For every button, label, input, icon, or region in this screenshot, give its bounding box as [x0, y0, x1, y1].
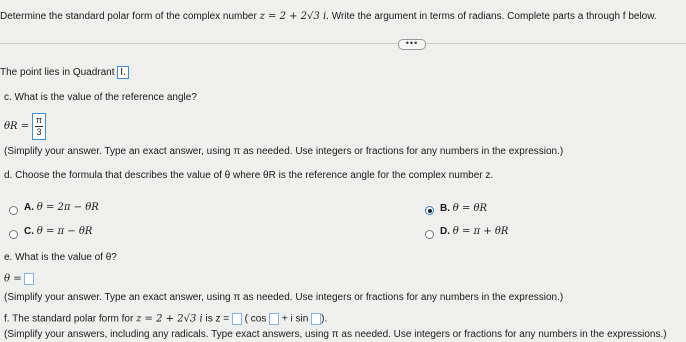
theta-answer-row — [4, 273, 34, 285]
reference-angle-row — [4, 113, 46, 140]
option-c-letter: C. — [24, 226, 34, 237]
option-b[interactable] — [440, 203, 487, 214]
cos-angle-answer-box[interactable] — [269, 313, 279, 325]
reference-angle-answer-box[interactable] — [32, 113, 46, 140]
instruction-text-2: . Write the argument in terms of radians. Complete parts a through f below. — [326, 11, 657, 22]
part-f-is: is z = — [205, 313, 230, 325]
fraction-denominator: 3 — [36, 127, 42, 137]
i-sin-label: + i sin — [281, 313, 309, 325]
option-a-formula: θ = 2π − θR — [36, 202, 99, 213]
complex-number: z = 2 + 2√3 i — [259, 11, 327, 22]
part-f-note: (Simplify your answers, including any radicals. Type exact answers, using π as needed. Use integers or fractions for any numbers in the expressions.) — [4, 329, 667, 340]
fraction-numerator: π — [35, 115, 43, 125]
modulus-answer-box[interactable] — [232, 313, 242, 325]
instruction-text: Determine the standard polar form of the complex number — [0, 11, 257, 22]
open-paren: ( — [244, 313, 248, 325]
close-paren: ) — [321, 313, 325, 325]
part-e-question: e. What is the value of θ? — [4, 252, 117, 263]
quadrant-label: The point lies in Quadrant — [0, 67, 115, 79]
option-d[interactable] — [440, 226, 508, 237]
part-d-question: d. Choose the formula that describes the value of θ where θR is the reference angle for the complex number z. — [4, 170, 494, 181]
option-c-radio[interactable] — [9, 230, 18, 239]
divider — [0, 43, 686, 44]
option-b-radio[interactable] — [425, 206, 434, 215]
option-c-formula: θ = π − θR — [36, 226, 93, 237]
part-f-row — [4, 313, 327, 325]
period: . — [324, 313, 328, 325]
part-f-text: f. The standard polar form for — [4, 313, 134, 325]
option-a-letter: A. — [24, 202, 34, 213]
sin-angle-answer-box[interactable] — [311, 313, 321, 325]
option-b-formula: θ = θR — [452, 203, 488, 214]
theta-r-label: θR = — [4, 121, 30, 133]
complex-number-f: z = 2 + 2√3 i — [136, 313, 203, 325]
option-d-formula: θ = π + θR — [452, 226, 509, 237]
theta-answer-box[interactable] — [24, 273, 34, 285]
part-e-note: (Simplify your answer. Type an exact answer, using π as needed. Use integers or fractions for any numbers in the expression.) — [4, 292, 564, 303]
option-a-radio[interactable] — [9, 206, 18, 215]
option-c[interactable] — [24, 226, 92, 237]
option-d-radio[interactable] — [425, 230, 434, 239]
quadrant-row — [0, 66, 129, 79]
problem-statement — [0, 11, 657, 22]
theta-label: θ = — [4, 273, 22, 285]
more-button[interactable]: ••• — [398, 39, 426, 50]
option-b-letter: B. — [440, 203, 450, 214]
option-d-letter: D. — [440, 226, 450, 237]
option-a[interactable] — [24, 202, 99, 213]
cos-label: cos — [250, 313, 267, 325]
part-c-question: c. What is the value of the reference angle? — [4, 92, 197, 103]
part-c-note: (Simplify your answer. Type an exact answer, using π as needed. Use integers or fractions for any numbers in the expression.) — [4, 146, 564, 157]
quadrant-answer-box[interactable]: I. — [117, 66, 129, 79]
